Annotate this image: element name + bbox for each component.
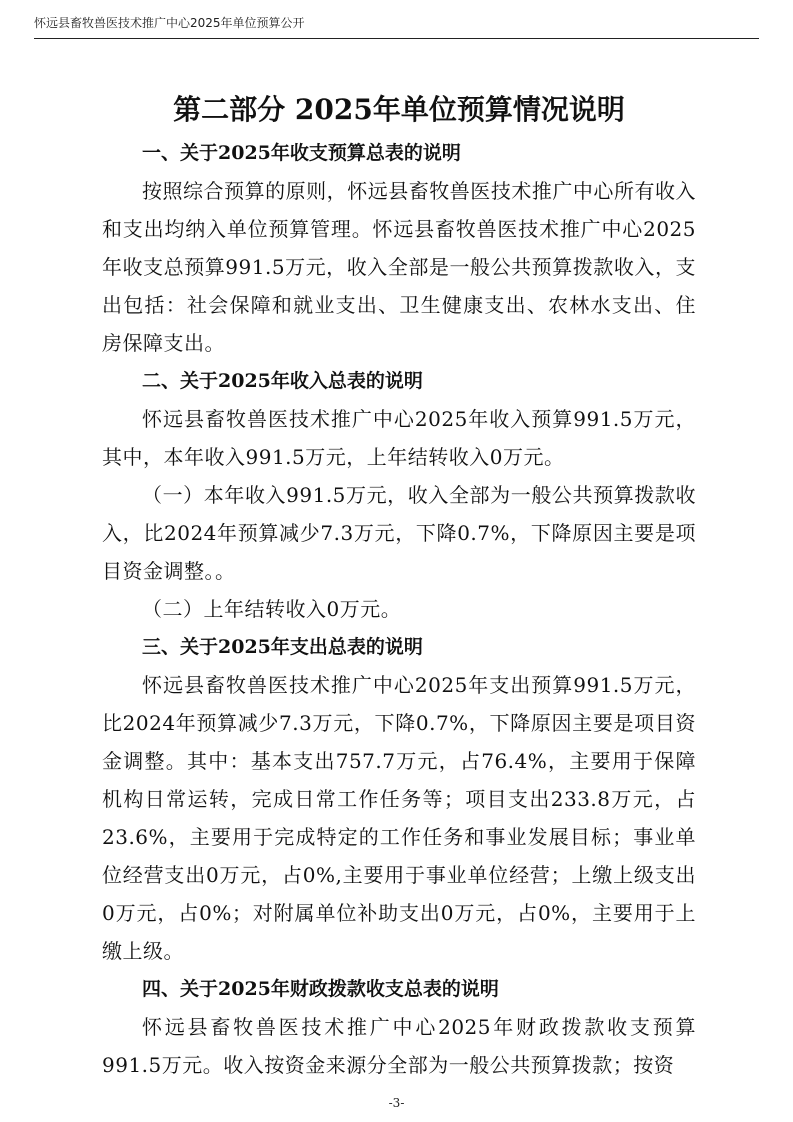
section-1 — [102, 134, 696, 362]
header-title: 怀远县畜牧兽医技术推广中心2025年单位预算公开 — [34, 16, 305, 30]
section-4 — [102, 970, 696, 1084]
section-3 — [102, 628, 696, 970]
section-heading: 三、关于2025年支出总表的说明 — [142, 636, 423, 658]
section-2 — [102, 362, 696, 628]
document-body — [102, 86, 696, 1084]
section-heading: 二、关于2025年收入总表的说明 — [142, 370, 423, 392]
section-heading: 四、关于2025年财政拨款收支总表的说明 — [142, 978, 499, 1000]
page-number: -3- — [388, 1096, 405, 1110]
paragraph: （一）本年收入991.5万元，收入全部为一般公共预算拨款收入，比2024年预算减少7.3万元，下降0.7%，下降原因主要是项目资金调整。。 — [102, 483, 696, 583]
paragraph: （二）上年结转收入0万元。 — [142, 597, 402, 621]
paragraph: 怀远县畜牧兽医技术推广中心2025年支出预算991.5万元，比2024年预算减少7.3万元，下降0.7%，下降原因主要是项目资金调整。其中：基本支出757.7万元，占76.4%，主要用于保障机构日常运转，完成日常工作任务等；项目支出233.8万元，占23.6%，主要用于完成特定的工作任务和事业发展目标；事业单位经营支出0万元，占0%,主要用于事业单位经营；上缴上级支出0万元，占0%；对附属单位补助支出0万元，占0%，主要用于上缴上级。 — [102, 673, 696, 963]
document-title: 第二部分 2025年单位预算情况说明 — [173, 93, 625, 126]
section-heading: 一、关于2025年收支预算总表的说明 — [142, 142, 461, 164]
paragraph: 怀远县畜牧兽医技术推广中心2025年财政拨款收支预算991.5万元。收入按资金来源分全部为一般公共预算拨款；按资 — [102, 1015, 696, 1077]
paragraph: 按照综合预算的原则，怀远县畜牧兽医技术推广中心所有收入和支出均纳入单位预算管理。怀远县畜牧兽医技术推广中心2025年收支总预算991.5万元，收入全部是一般公共预算拨款收入，支出包括：社会保障和就业支出、卫生健康支出、农林水支出、住房保障支出。 — [102, 179, 696, 355]
paragraph: 怀远县畜牧兽医技术推广中心2025年收入预算991.5万元，其中，本年收入991.5万元，上年结转收入0万元。 — [102, 407, 696, 469]
page-header — [34, 10, 759, 39]
